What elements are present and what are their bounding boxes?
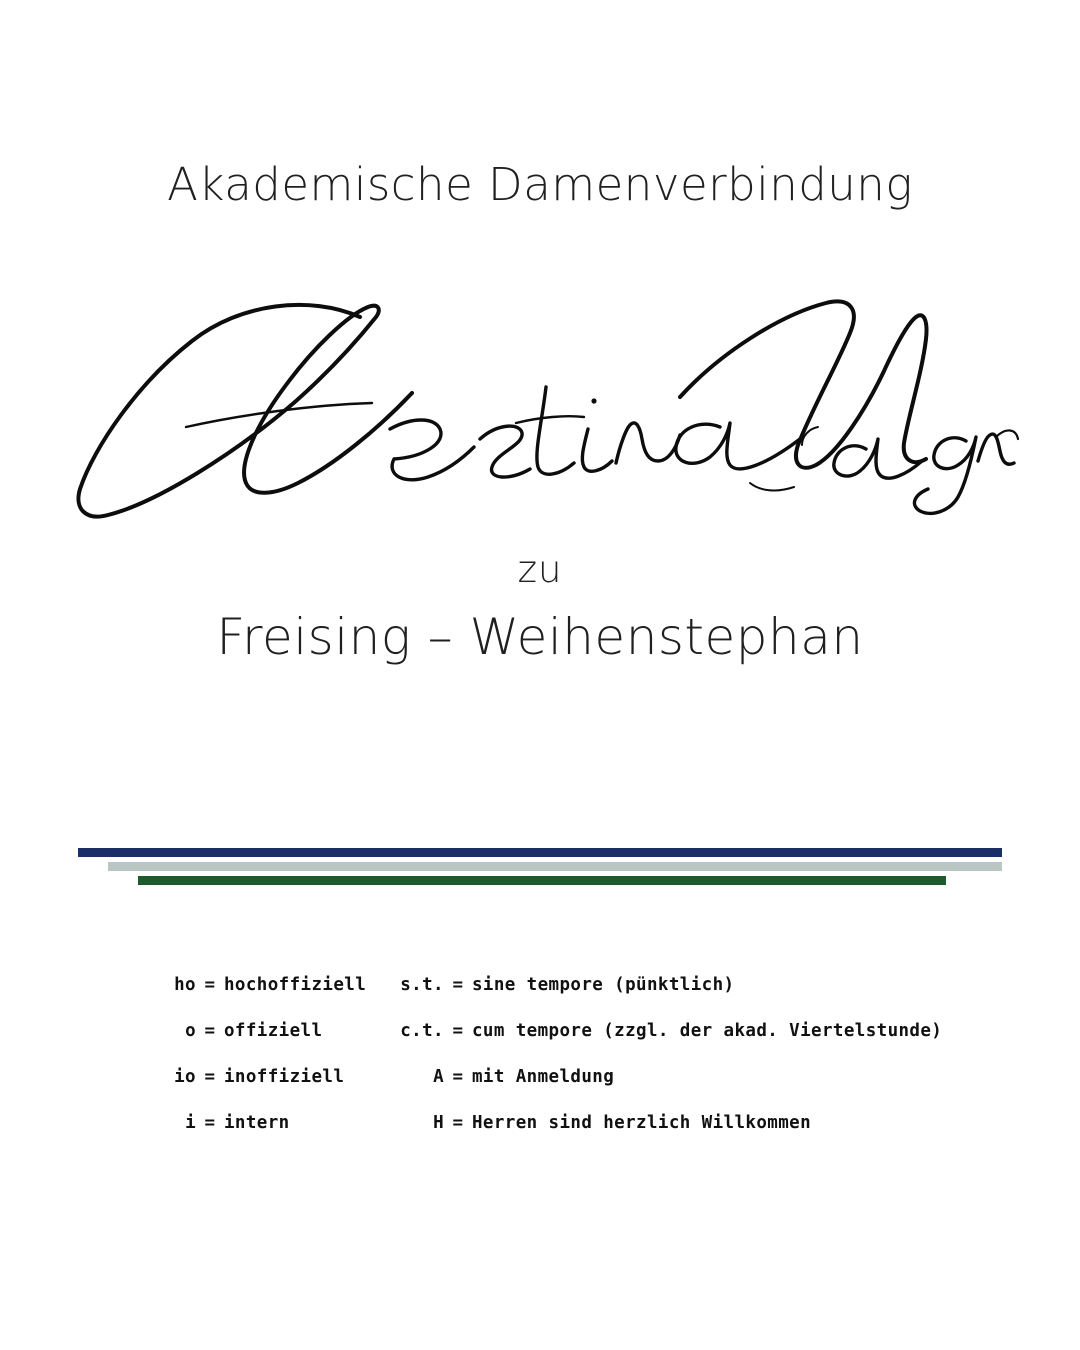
legend-abbr: o: [185, 1021, 196, 1041]
legend-entry-a: [400, 1067, 614, 1087]
legend-abbr: s.t.: [400, 975, 444, 995]
legend-description: inoffiziell: [224, 1067, 345, 1087]
color-bar-blue: [78, 848, 1002, 857]
script-logo-artwork: [60, 277, 1020, 537]
legend-description: intern: [224, 1113, 290, 1133]
legend-equals: =: [452, 1113, 464, 1133]
legend-entry-o: [160, 1021, 400, 1041]
legend-abbr: i: [185, 1113, 196, 1133]
legend-abbr: A: [433, 1067, 444, 1087]
color-bar-silver: [108, 862, 1002, 871]
script-logo: [0, 272, 1080, 542]
legend-abbr: H: [433, 1113, 444, 1133]
city-label: Freising – Weihenstephan: [216, 608, 864, 666]
legend-equals: =: [204, 1113, 216, 1133]
legend-equals: =: [204, 1021, 216, 1041]
header-block: [0, 160, 1080, 210]
legend-description: offiziell: [224, 1021, 323, 1041]
legend-entry-ho: [160, 975, 400, 995]
legend-entry-h: [400, 1113, 811, 1133]
legend-equals: =: [452, 1021, 464, 1041]
legend-description: sine tempore (pünktlich): [472, 975, 735, 995]
legend-row: [160, 1021, 960, 1067]
legend-abbr: ho: [174, 975, 196, 995]
legend-entry-ct: [400, 1021, 942, 1041]
legend-equals: =: [452, 1067, 464, 1087]
legend-equals: =: [204, 1067, 216, 1087]
abbreviation-legend: [160, 975, 960, 1159]
legend-description: cum tempore (zzgl. der akad. Viertelstunde): [472, 1021, 943, 1041]
legend-description: mit Anmeldung: [472, 1067, 615, 1087]
legend-description: Herren sind herzlich Willkommen: [472, 1113, 812, 1133]
organization-line: Akademische Damenverbindung: [167, 158, 913, 211]
color-bar-green: [138, 876, 946, 885]
legend-abbr: c.t.: [400, 1021, 444, 1041]
color-bars: [0, 848, 1080, 898]
zu-label: zu: [517, 548, 563, 591]
legend-entry-i: [160, 1113, 400, 1133]
legend-description: hochoffiziell: [224, 975, 367, 995]
legend-row: [160, 975, 960, 1021]
legend-equals: =: [452, 975, 464, 995]
legend-row: [160, 1113, 960, 1159]
legend-row: [160, 1067, 960, 1113]
legend-abbr: io: [174, 1067, 196, 1087]
legend-entry-st: [400, 975, 734, 995]
legend-equals: =: [204, 975, 216, 995]
legend-entry-io: [160, 1067, 400, 1087]
